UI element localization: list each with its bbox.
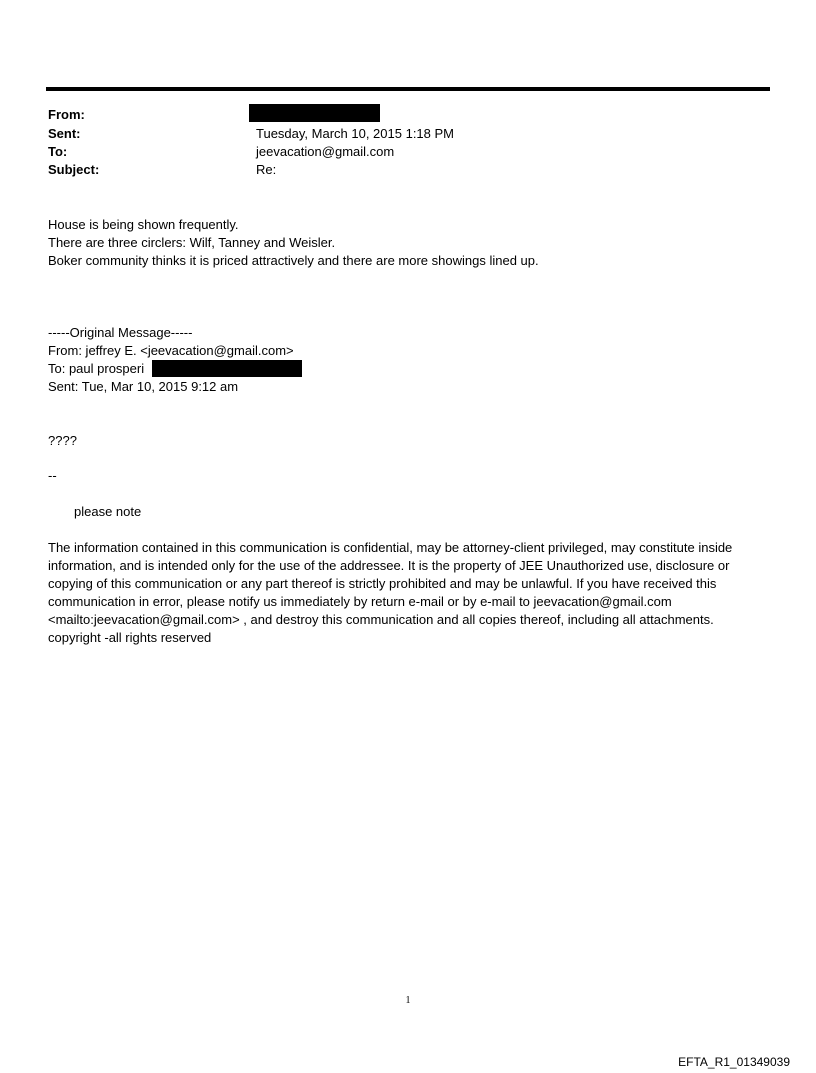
sent-value: Tuesday, March 10, 2015 1:18 PM (256, 126, 454, 141)
body-line-2: There are three circlers: Wilf, Tanney and Weisler. (48, 235, 336, 250)
header-rule (46, 87, 770, 91)
original-sent: Sent: Tue, Mar 10, 2015 9:12 am (48, 379, 239, 394)
signature-dashes: -- (48, 468, 57, 483)
subject-value: Re: (256, 162, 277, 177)
original-body: ???? (48, 433, 77, 448)
to-value: jeevacation@gmail.com (256, 144, 395, 159)
original-to: To: paul prosperi (48, 361, 145, 376)
sent-label: Sent: (48, 126, 81, 141)
from-label: From: (48, 107, 85, 122)
confidentiality-disclaimer: The information contained in this communication is confidential, may be attorney-client privileged, may constitute inside information, and is intended only for the use of the addressee. It is the property of JEE Unauthorized use, disclosure or copying of this communication or any part thereof is strictly prohibited and may be unlawful. If you have received this communication in error, please notify us immediately by return e-mail or by e-mail to jeevacation@gmail.com <mailto:jeevacation@gmail.com> , and destroy this communication and all copies thereof, including all attachments. copyright -all rights reserved (48, 540, 733, 645)
message-body (48, 216, 539, 270)
page-number: 1 (405, 995, 411, 1006)
original-separator: -----Original Message----- (48, 325, 193, 340)
document-id: EFTA_R1_01349039 (678, 1055, 790, 1069)
body-line-3: Boker community thinks it is priced attractively and there are more showings lined up. (48, 253, 539, 268)
redacted-recipient (152, 360, 302, 377)
subject-label: Subject: (48, 162, 100, 177)
please-note: please note (74, 504, 142, 519)
original-from: From: jeffrey E. <jeevacation@gmail.com> (48, 343, 294, 358)
to-label: To: (48, 144, 68, 159)
body-line-1: House is being shown frequently. (48, 217, 239, 232)
redacted-sender (249, 104, 380, 122)
